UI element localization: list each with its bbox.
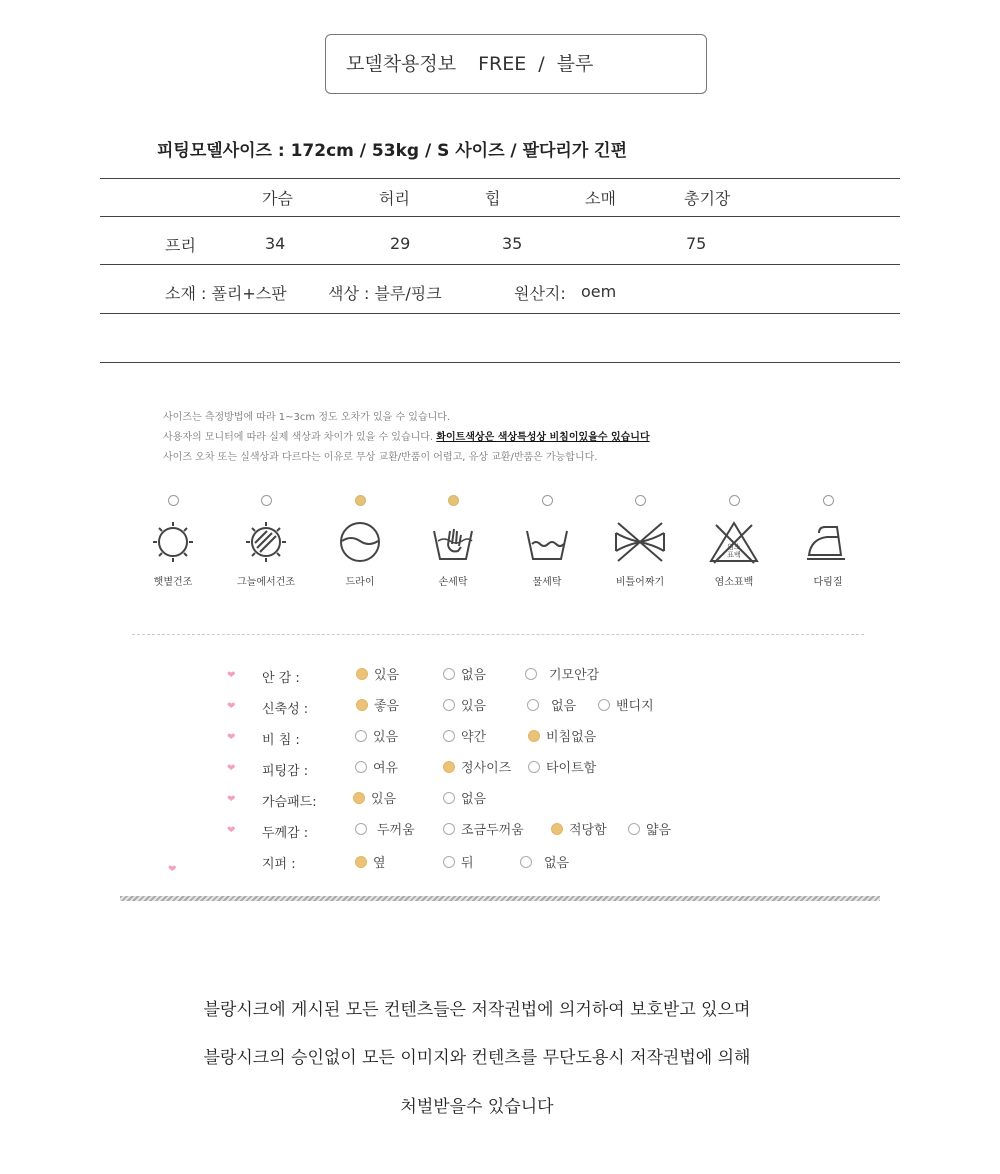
option-label: 있음	[371, 792, 397, 807]
copyright-line-1: 블랑시크에 게시된 모든 컨텐츠들은 저작권법에 의거하여 보호받고 있으며	[203, 1000, 751, 1020]
material-origin-label: 원산지:	[514, 284, 566, 303]
option-thick-thick[interactable]	[355, 819, 415, 838]
heart-icon: ❤	[227, 701, 236, 712]
option-label: 없음	[461, 792, 487, 807]
care-radio[interactable]	[823, 495, 834, 506]
radio-dot[interactable]	[443, 668, 455, 680]
copyright-line-3: 처벌받을수 있습니다	[400, 1097, 554, 1117]
care-iron	[788, 495, 868, 588]
radio-dot[interactable]	[443, 730, 455, 742]
option-label: 여유	[373, 761, 399, 776]
size-value-hip: 35	[502, 234, 523, 253]
radio-dot[interactable]	[355, 823, 367, 835]
option-label: 없음	[544, 856, 570, 871]
option-sheer-yes[interactable]	[355, 726, 398, 745]
table-bottom-rule	[100, 362, 900, 363]
care-shade-dry	[226, 495, 306, 588]
attr-label-stretch: 신축성 :	[262, 702, 309, 717]
no-bleach-icon	[708, 519, 760, 565]
care-label: 염소표백	[714, 577, 754, 588]
option-label: 좋음	[374, 699, 400, 714]
hand-wash-icon	[430, 519, 476, 565]
radio-dot[interactable]	[443, 792, 455, 804]
size-header-length: 총기장	[684, 189, 731, 208]
option-thick-thin[interactable]	[628, 819, 671, 838]
section-divider	[132, 634, 864, 635]
option-sheer-none[interactable]	[528, 726, 596, 745]
dry-clean-icon	[337, 519, 383, 565]
care-radio[interactable]	[261, 495, 272, 506]
note-line-3: 사이즈 오차 또는 실색상과 다르다는 이유로 무상 교환/반품이 어렵고, 유상 교환/반품은 가능합니다.	[163, 452, 598, 463]
care-radio[interactable]	[168, 495, 179, 506]
model-info-size: FREE	[478, 53, 527, 75]
option-lining-fleece[interactable]	[525, 664, 599, 683]
care-dry-clean	[320, 495, 400, 588]
care-radio[interactable]	[729, 495, 740, 506]
option-stretch-some[interactable]	[443, 695, 486, 714]
heart-icon: ❤	[227, 763, 236, 774]
option-label: 있음	[373, 730, 399, 745]
copyright-line-2: 블랑시크의 승인없이 모든 이미지와 컨텐츠를 무단도용시 저작권법에 의해	[203, 1048, 751, 1068]
care-label: 비틀어짜기	[615, 577, 665, 588]
radio-dot[interactable]	[443, 856, 455, 868]
care-label: 다림질	[813, 577, 843, 588]
option-label: 기모안감	[549, 668, 600, 683]
attr-label-fit: 피팅감 :	[262, 764, 309, 779]
radio-dot[interactable]	[528, 730, 540, 742]
option-label: 약간	[461, 730, 487, 745]
table-top-rule	[100, 178, 900, 179]
sun-dry-icon	[150, 519, 196, 565]
radio-dot[interactable]	[353, 792, 365, 804]
care-sun-dry	[133, 495, 213, 588]
option-label: 조금두꺼움	[461, 823, 524, 838]
option-label: 정사이즈	[461, 761, 512, 776]
option-zipper-back[interactable]	[443, 852, 474, 871]
heart-icon: ❤	[227, 794, 236, 805]
option-label: 밴디지	[616, 699, 654, 714]
size-header-waist: 허리	[379, 189, 410, 208]
care-no-wring	[600, 495, 680, 588]
note-line-2-emphasis: 화이트색상은 색상특성상 비침이있을수 있습니다	[436, 432, 650, 443]
care-label: 손세탁	[438, 577, 468, 588]
material-color: 색상 : 블루/핑크	[328, 284, 442, 303]
option-label: 두꺼움	[377, 823, 415, 838]
care-machine-wash	[507, 495, 587, 588]
option-fit-tight[interactable]	[528, 757, 596, 776]
iron-icon	[805, 519, 851, 565]
radio-dot[interactable]	[355, 730, 367, 742]
shade-dry-icon	[243, 519, 289, 565]
option-label: 있음	[374, 668, 400, 683]
care-label: 그늘에서건조	[237, 577, 295, 588]
option-fit-loose[interactable]	[355, 757, 398, 776]
size-value-waist: 29	[390, 234, 411, 253]
care-no-bleach	[694, 495, 774, 588]
material-origin-value: oem	[581, 282, 617, 301]
no-wring-icon	[612, 519, 668, 565]
heart-icon: ❤	[227, 670, 236, 681]
option-zipper-side[interactable]	[355, 852, 386, 871]
care-label: 물세탁	[532, 577, 562, 588]
svg-text:염소: 염소	[727, 543, 741, 551]
option-thick-slightly[interactable]	[443, 819, 524, 838]
radio-dot[interactable]	[356, 699, 368, 711]
radio-dot[interactable]	[525, 668, 537, 680]
attr-label-chest-pad: 가슴패드:	[262, 795, 317, 810]
option-pad-no[interactable]	[443, 788, 486, 807]
note-line-2-text: 사용자의 모니터에 따라 실제 색상과 차이가 있을 수 있습니다.	[163, 432, 434, 443]
radio-dot[interactable]	[551, 823, 563, 835]
option-lining-yes[interactable]	[356, 664, 399, 683]
option-thick-moderate[interactable]	[551, 819, 607, 838]
care-hand-wash	[413, 495, 493, 588]
model-info-slash: /	[538, 53, 545, 75]
table-row-rule	[100, 264, 900, 265]
radio-dot[interactable]	[527, 699, 539, 711]
size-value-length: 75	[686, 234, 707, 253]
option-label: 없음	[461, 668, 487, 683]
radio-dot[interactable]	[528, 761, 540, 773]
radio-dot[interactable]	[355, 761, 367, 773]
radio-dot[interactable]	[628, 823, 640, 835]
option-sheer-slight[interactable]	[443, 726, 486, 745]
heart-icon: ❤	[227, 825, 236, 836]
size-row-label: 프리	[165, 236, 196, 255]
option-label: 비침없음	[546, 730, 597, 745]
fitting-model-size: 피팅모델사이즈 : 172cm / 53kg / S 사이즈 / 팔다리가 긴편	[157, 141, 628, 161]
table-header-rule	[100, 216, 900, 217]
option-label: 없음	[551, 699, 577, 714]
option-stretch-bandage[interactable]	[598, 695, 654, 714]
care-radio[interactable]	[542, 495, 553, 506]
machine-wash-icon	[524, 519, 570, 565]
model-info-label: 모델착용정보	[346, 53, 457, 75]
attr-label-sheerness: 비 침 :	[262, 733, 300, 748]
care-radio[interactable]	[448, 495, 459, 506]
heart-icon: ❤	[168, 864, 177, 875]
radio-dot[interactable]	[598, 699, 610, 711]
care-radio[interactable]	[355, 495, 366, 506]
note-line-2	[163, 428, 650, 443]
attr-label-zipper: 지퍼 :	[262, 857, 296, 872]
svg-text:표백: 표백	[727, 551, 741, 559]
note-line-1: 사이즈는 측정방법에 따라 1~3cm 정도 오차가 있을 수 있습니다.	[163, 412, 451, 423]
option-zipper-none[interactable]	[520, 852, 569, 871]
model-info-box	[325, 34, 707, 94]
attr-label-lining: 안 감 :	[262, 671, 300, 686]
size-header-hip: 힙	[485, 189, 501, 208]
heart-icon: ❤	[227, 732, 236, 743]
option-label: 타이트함	[546, 761, 597, 776]
option-stretch-good[interactable]	[356, 695, 399, 714]
model-info-color: 블루	[556, 53, 594, 75]
size-header-chest: 가슴	[262, 189, 293, 208]
radio-dot[interactable]	[443, 823, 455, 835]
radio-dot[interactable]	[520, 856, 532, 868]
option-label: 뒤	[461, 856, 474, 871]
radio-dot[interactable]	[443, 761, 455, 773]
size-header-sleeve: 소매	[585, 189, 616, 208]
option-label: 옆	[373, 856, 386, 871]
option-label: 있음	[461, 699, 487, 714]
radio-dot[interactable]	[443, 699, 455, 711]
option-label: 적당함	[569, 823, 607, 838]
radio-dot[interactable]	[356, 668, 368, 680]
option-pad-yes[interactable]	[353, 788, 396, 807]
option-stretch-none[interactable]	[527, 695, 576, 714]
care-label: 드라이	[345, 577, 375, 588]
material-fabric: 소재 : 폴리+스판	[165, 284, 287, 303]
care-radio[interactable]	[635, 495, 646, 506]
section-stripe-divider	[120, 896, 880, 901]
table-material-rule	[100, 313, 900, 314]
size-value-chest: 34	[265, 234, 286, 253]
option-label: 얇음	[646, 823, 672, 838]
option-lining-no[interactable]	[443, 664, 486, 683]
option-fit-regular[interactable]	[443, 757, 511, 776]
radio-dot[interactable]	[355, 856, 367, 868]
attr-label-thickness: 두께감 :	[262, 826, 309, 841]
care-label: 햇볕건조	[153, 577, 193, 588]
